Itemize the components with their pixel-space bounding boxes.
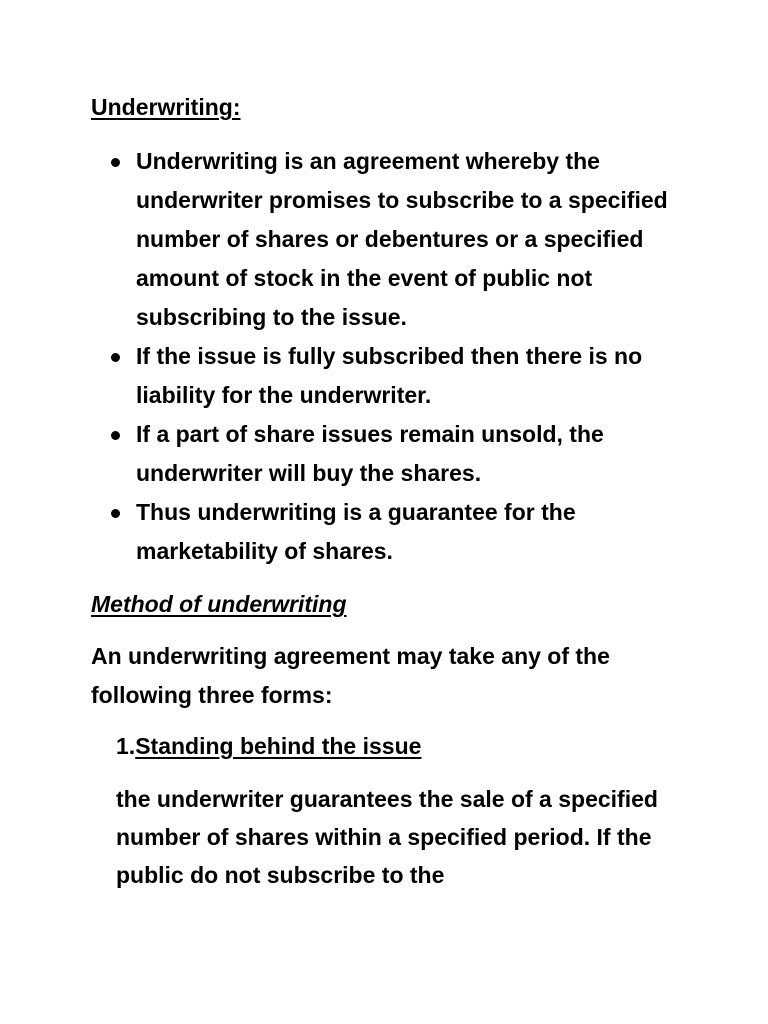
bullet-icon	[111, 353, 120, 362]
item-title-text: Standing behind the issue	[135, 733, 422, 759]
item-body-paragraph: the underwriter guarantees the sale of a specified number of shares within a specified period. If the public do not subscribe to the	[116, 786, 658, 888]
bullet-text: Underwriting is an agreement whereby the underwriter promises to subscribe to a specified number of shares or debentures or a specified amount of stock in the event of public not subscribing to the issue.	[136, 148, 668, 330]
method-heading: Method of underwriting	[91, 591, 347, 617]
bullet-icon	[111, 509, 120, 518]
intro-paragraph: An underwriting agreement may take any of the following three forms:	[91, 643, 610, 708]
section-heading: Underwriting:	[91, 94, 241, 120]
bullet-icon	[111, 431, 120, 440]
bullet-list	[107, 142, 717, 571]
bullet-text: Thus underwriting is a guarantee for the marketability of shares.	[136, 499, 576, 564]
item-number: 1.	[116, 733, 136, 759]
bullet-item	[107, 337, 717, 415]
bullet-item	[107, 493, 717, 571]
numbered-item-title	[116, 731, 421, 761]
bullet-item	[107, 415, 717, 493]
bullet-item	[107, 142, 717, 337]
bullet-text: If a part of share issues remain unsold, the underwriter will buy the shares.	[136, 421, 604, 486]
bullet-icon	[111, 158, 120, 167]
bullet-text: If the issue is fully subscribed then there is no liability for the underwriter.	[136, 343, 643, 408]
